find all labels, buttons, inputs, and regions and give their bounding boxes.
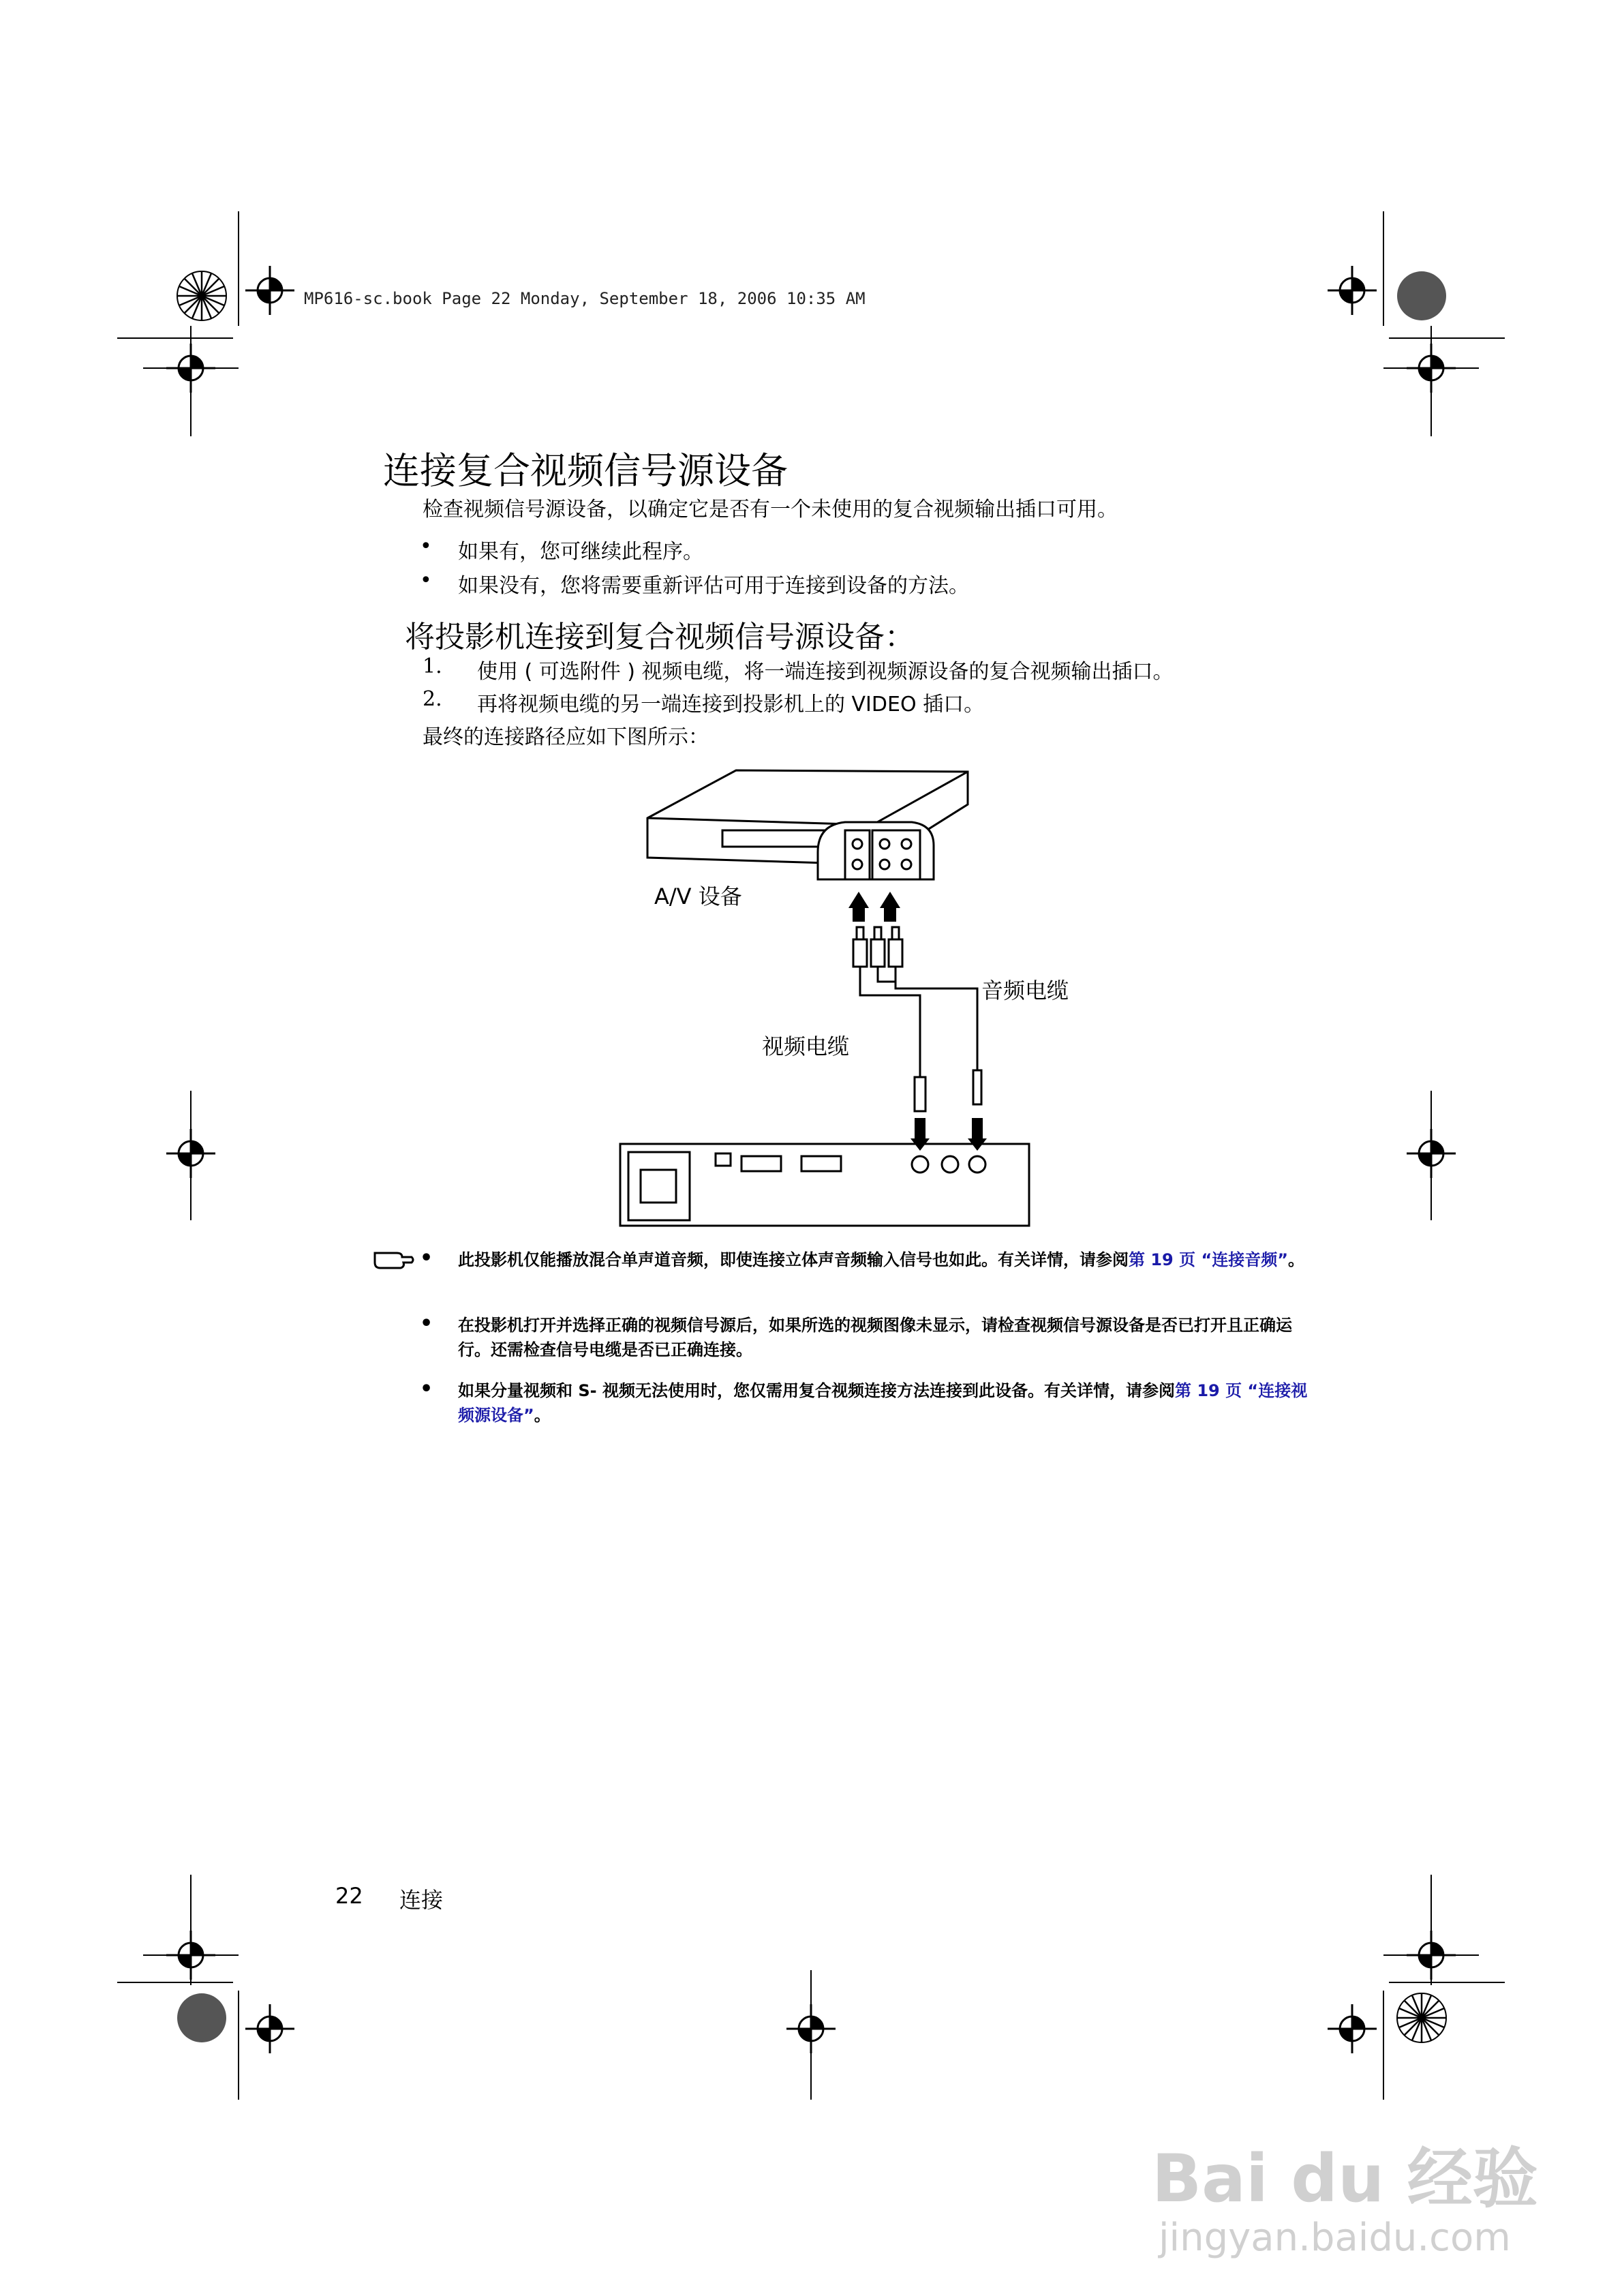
note-bullet: •	[420, 1377, 433, 1401]
note-bullet: •	[420, 1246, 433, 1270]
section-intro: 检查视频信号源设备，以确定它是否有一个未使用的复合视频输出插口可用。	[423, 498, 1118, 522]
power-inlet-socket	[641, 1170, 676, 1203]
page-link[interactable]: 第 19 页 “连接视频源设备”	[458, 1381, 1308, 1425]
svideo-port	[942, 1156, 958, 1173]
bullet-item: 如果没有，您将需要重新评估可用于连接到设备的方法。	[458, 574, 969, 598]
video-cable	[860, 967, 920, 1077]
watermark-url: jingyan.baidu.com	[1159, 2216, 1511, 2260]
av-device-label: A/V 设备	[654, 883, 742, 909]
rca-plug	[853, 939, 867, 967]
step-number: 1.	[423, 654, 442, 678]
port-icon	[902, 839, 911, 849]
mini-jack-plug	[973, 1070, 981, 1104]
port-icon	[902, 860, 911, 869]
connection-diagram	[613, 757, 1036, 1234]
pointing-hand-icon	[372, 1246, 416, 1273]
note-item: 此投影机仅能播放混合单声道音频，即使连接立体声音频输入信号也如此。有关详情，请参阅第 19 页 “连接音频”。	[458, 1250, 1305, 1269]
step-text: 使用 ( 可选附件 ) 视频电缆，将一端连接到视频源设备的复合视频输出插口。	[477, 660, 1174, 684]
rca-plug	[915, 1077, 925, 1111]
dsub-port	[801, 1156, 841, 1171]
bullet-item: 如果有，您可继续此程序。	[458, 540, 703, 564]
port-icon	[853, 860, 862, 869]
audio-port	[969, 1156, 985, 1173]
bullet-marker: •	[420, 569, 432, 592]
procedure-result: 最终的连接路径应如下图所示：	[423, 725, 709, 749]
audio-cable	[878, 967, 977, 1070]
procedure-title: 将投影机连接到复合视频信号源设备：	[405, 620, 915, 654]
step-text: 再将视频电缆的另一端连接到投影机上的 VIDEO 插口。	[477, 693, 985, 716]
video-cable-label: 视频电缆	[762, 1033, 850, 1059]
note-item: 在投影机打开并选择正确的视频信号源后，如果所选的视频图像未显示，请检查视频信号源设备是否已打开且正确运行。还需检查信号电缆是否已正确连接。	[458, 1316, 1292, 1359]
watermark-brand: Bai du 经验	[1152, 2141, 1538, 2217]
book-header: MP616-sc.book Page 22 Monday, September 18, 2006 10:35 AM	[304, 289, 866, 308]
section-title: 连接复合视频信号源设备	[383, 449, 788, 492]
port-icon	[853, 839, 862, 849]
av-device-display	[722, 830, 831, 847]
av-port-block	[872, 830, 920, 879]
note-bullet: •	[420, 1312, 433, 1335]
step-number: 2.	[423, 687, 442, 711]
video-port	[912, 1156, 928, 1173]
rca-plug	[871, 939, 885, 967]
rca-plug	[889, 939, 902, 967]
note-item: 如果分量视频和 S- 视频无法使用时，您仅需用复合视频连接方法连接到此设备。有关详情，请参阅第 19 页 “连接视频源设备”。	[458, 1381, 1308, 1425]
page-link[interactable]: 第 19 页 “连接音频”	[1129, 1250, 1289, 1269]
arrow-up-icon	[848, 892, 869, 922]
port-icon	[880, 839, 889, 849]
page-number: 22	[335, 1883, 363, 1909]
port-icon	[880, 860, 889, 869]
bullet-marker: •	[420, 534, 432, 558]
av-port-block	[845, 830, 870, 879]
arrow-up-icon	[880, 892, 900, 922]
dsub-port	[741, 1156, 781, 1171]
usb-port	[716, 1153, 731, 1166]
footer-section: 连接	[399, 1887, 444, 1913]
audio-cable-label: 音频电缆	[981, 978, 1069, 1003]
